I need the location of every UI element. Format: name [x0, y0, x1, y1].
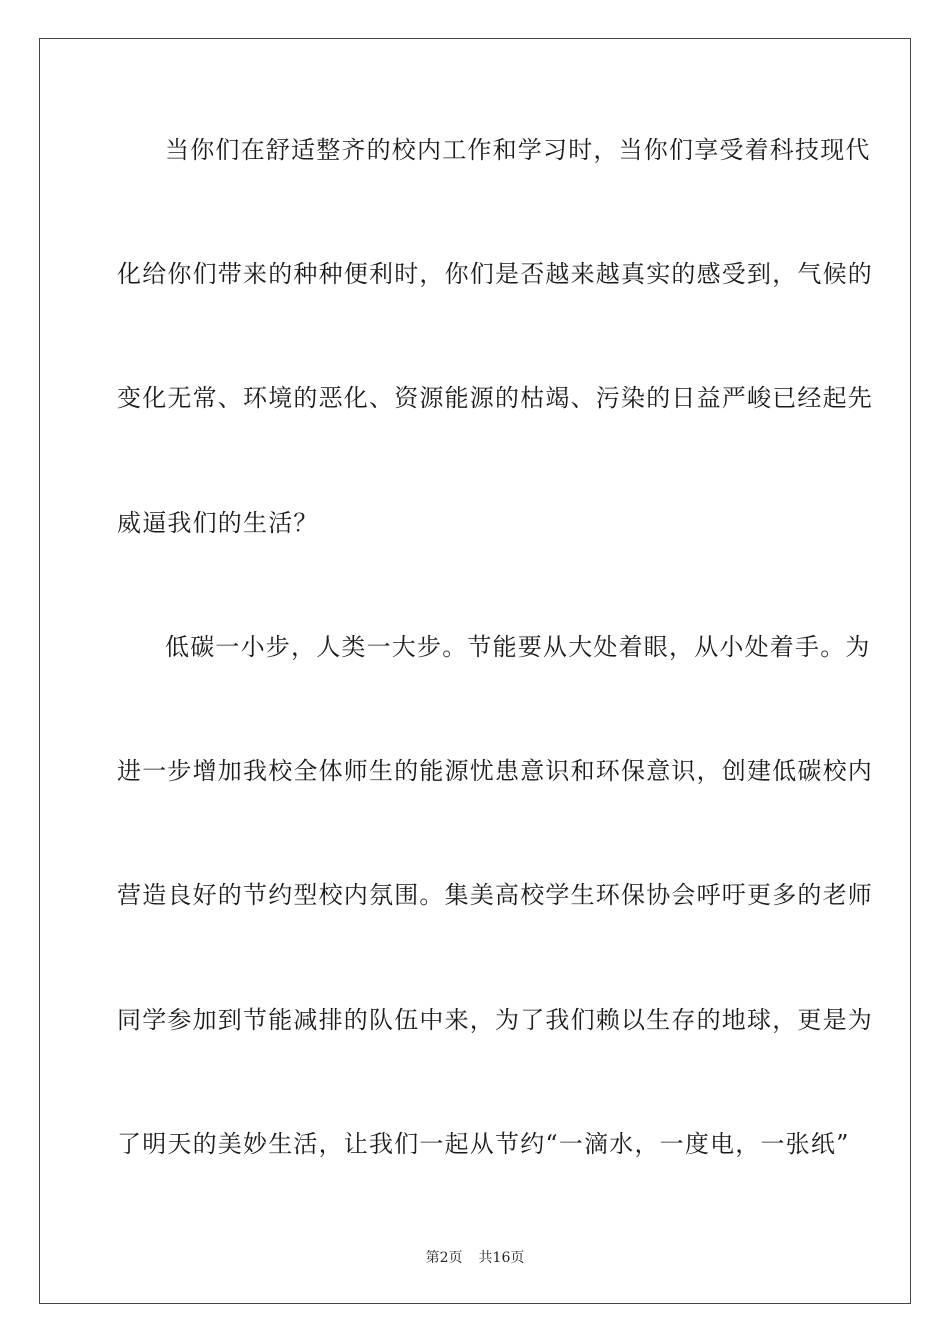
page-footer [0, 1249, 950, 1267]
paragraph-1-line-4: 威逼我们的生活？ [117, 509, 319, 537]
page-number: 第2页 [425, 1250, 463, 1266]
paragraph-2-line-2: 进一步增加我校全体师生的能源忧患意识和环保意识，创建低碳校内 [117, 757, 873, 785]
paragraph-1-line-2: 化给你们带来的种种便利时，你们是否越来越真实的感受到，气候的 [117, 260, 873, 288]
paragraph-2-line-4: 同学参加到节能减排的队伍中来，为了我们赖以生存的地球，更是为 [117, 1006, 873, 1034]
paragraph-2-line-5: 了明天的美妙生活，让我们一起从节约“一滴水，一度电，一张纸” [117, 1130, 850, 1158]
page-total: 共16页 [478, 1250, 525, 1266]
page-border [39, 38, 911, 1304]
paragraph-1-line-1: 当你们在舒适整齐的校内工作和学习时，当你们享受着科技现代 [165, 136, 871, 164]
paragraph-1-line-3: 变化无常、环境的恶化、资源能源的枯竭、污染的日益严峻已经起先 [117, 384, 873, 412]
paragraph-2-line-3: 营造良好的节约型校内氛围。集美高校学生环保协会呼吁更多的老师 [117, 881, 873, 909]
paragraph-2-line-1: 低碳一小步，人类一大步。节能要从大处着眼，从小处着手。为 [165, 633, 871, 661]
